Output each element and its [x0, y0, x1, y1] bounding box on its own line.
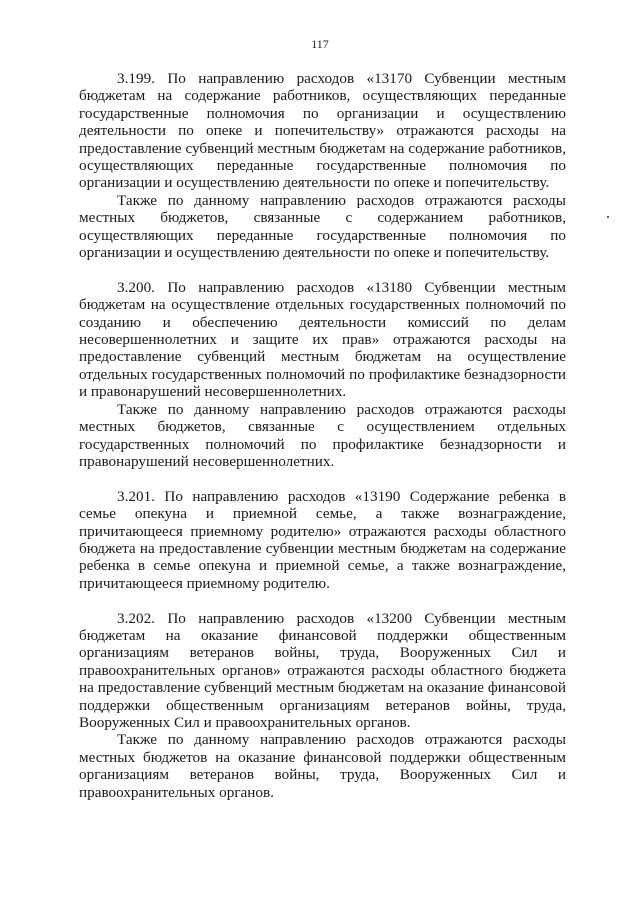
paragraph: 3.200. По направлению расходов «13180 Субвенции местным бюджетам на осуществление отдельных государственных полномочий по созданию и обеспечению деятельности комиссий по делам несовершеннолетних и защите их прав» отражаются расходы на предоставление субвенций местным бюджетам на осуществление отдельных государственных полномочий по профилактике безнадзорности и правонарушений несовершеннолетних.: [79, 278, 566, 401]
paragraph: Также по данному направлению расходов отражаются расходы местных бюджетов, связанные с содержанием работников, осуществляющих переданные государственные полномочия по организации и осуществлению деятельности по опеке и попечительству.: [79, 191, 566, 262]
page-number: 117: [311, 37, 329, 51]
section-3-201: [79, 488, 566, 592]
paragraph: 3.202. По направлению расходов «13200 Субвенции местным бюджетам на оказание финансовой поддержки общественным организациям ветеранов войны, труда, Вооруженных Сил и правоохранительных органов» отражаются расходы областного бюджета на предоставление субвенций местным бюджетам на оказание финансовой поддержки общественным организациям ветеранов войны, труда, Вооруженных Сил и правоохранительных органов.: [79, 609, 566, 731]
section-3-200: [79, 279, 566, 470]
paragraph: Также по данному направлению расходов отражаются расходы местных бюджетов на оказание финансовой поддержки общественным организациям ветеранов войны, труда, Вооруженных Сил и правоохранительных органов.: [79, 731, 566, 801]
section-3-199: [79, 70, 566, 261]
document-body: [79, 70, 566, 818]
section-3-202: [79, 610, 566, 801]
scan-speck: [607, 216, 609, 218]
paragraph: 3.199. По направлению расходов «13170 Субвенции местным бюджетам на содержание работников, осуществляющих переданные государственные полномочия по организации и осуществлению деятельности по опеке и попечительству» отражаются расходы на предоставление субвенций местным бюджетам на содержание работников, осуществляющих переданные государственные полномочия по организации и осуществлению деятельности по опеке и попечительству.: [79, 70, 566, 192]
paragraph: 3.201. По направлению расходов «13190 Содержание ребенка в семье опекуна и приемной семье, а также вознаграждение, причитающееся приемному родителю» отражаются расходы областного бюджета на предоставление субвенции местным бюджетам на содержание ребенка в семье опекуна и приемной семье, а также вознаграждение, причитающееся приемному родителю.: [79, 487, 566, 592]
paragraph: Также по данному направлению расходов отражаются расходы местных бюджетов, связанные с осуществлением отдельных государственных полномочий по профилактике безнадзорности и правонарушений несовершеннолетних.: [79, 400, 566, 470]
